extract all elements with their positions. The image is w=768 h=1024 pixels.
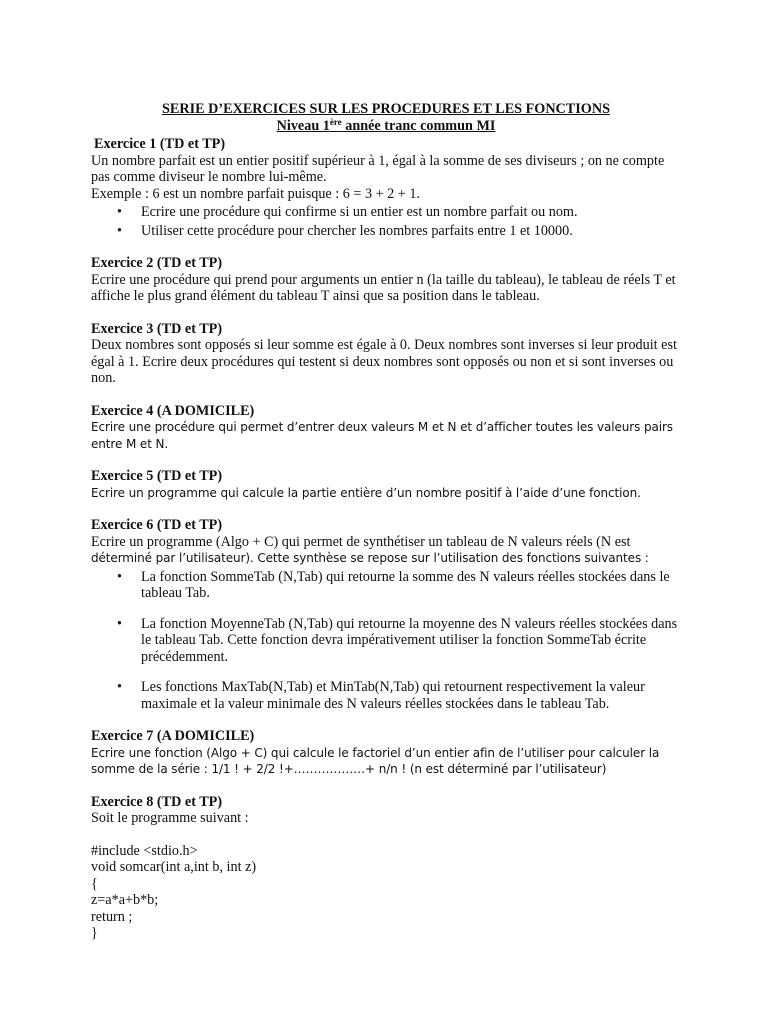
exercise-6-heading: Exercice 6 (TD et TP) [91, 517, 223, 533]
document-title: SERIE D’EXERCICES SUR LES PROCEDURES ET LES FONCTIONS [162, 101, 610, 117]
exercise-6 [91, 517, 681, 712]
code-line: } [91, 925, 98, 941]
exercise-6-text-a: Ecrire un programme (Algo + C) qui permet de synthétiser un tableau de N valeurs réels (N est [91, 533, 631, 550]
code-block [91, 843, 681, 942]
list-item [91, 204, 681, 221]
exercise-3-text: Deux nombres sont opposés si leur somme est égale à 0. Deux nombres sont inverses si leur produit est égal à 1. Ecrire deux procédures qui testent si deux nombres sont opposés ou non et si sont inverses ou non. [91, 337, 677, 386]
bullet-icon: • [117, 679, 122, 695]
exercise-1-heading: Exercice 1 (TD et TP) [94, 136, 226, 152]
code-line: #include <stdio.h> [91, 842, 198, 859]
exercise-1-example: Exemple : 6 est un nombre parfait puisque : 6 = 3 + 2 + 1. [91, 185, 420, 202]
code-line: void somcar(int a,int b, int z) [91, 859, 257, 875]
exercise-8-heading: Exercice 8 (TD et TP) [91, 793, 223, 810]
list-item-text: Ecrire une procédure qui confirme si un entier est un nombre parfait ou nom. [141, 204, 578, 220]
exercise-5-heading: Exercice 5 (TD et TP) [91, 468, 223, 484]
exercise-2 [91, 255, 681, 305]
exercise-2-text: Ecrire une procédure qui prend pour arguments un entier n (la taille du tableau), le tableau de réels T et affiche le plus grand élément du tableau T ainsi que sa position dans le tableau. [91, 271, 676, 304]
exercise-3-heading: Exercice 3 (TD et TP) [91, 320, 223, 337]
exercise-1-list [91, 204, 681, 239]
exercise-7-text-a: Ecrire une fonction (Algo + C) qui calcule le factoriel d’un entier afin de l’utiliser pour calculer la [91, 745, 660, 760]
list-item [91, 679, 681, 712]
list-item-text: La fonction MoyenneTab (N,Tab) qui retourne la moyenne des N valeurs réelles stockées dans le tableau Tab. Cette fonction devra impérativement utiliser la fonction SommeTab écrite précédemment. [141, 615, 678, 665]
list-item-text: La fonction SommeTab (N,Tab) qui retourne la somme des N valeurs réelles stockées dans le tableau Tab. [141, 568, 670, 601]
subtitle-part-b: année tranc commun MI [341, 117, 496, 134]
subtitle-part-a: Niveau 1 [276, 117, 330, 134]
bullet-icon: • [117, 222, 122, 239]
exercise-7 [91, 728, 681, 778]
bullet-icon: • [117, 615, 122, 632]
exercise-4-heading: Exercice 4 (A DOMICILE) [91, 402, 255, 419]
exercise-5 [91, 468, 681, 501]
exercise-1-text: Un nombre parfait est un entier positif supérieur à 1, égal à la somme de ses diviseurs ; on ne compte pas comme diviseur le nombre lui-même. [91, 152, 665, 185]
exercise-4 [91, 403, 681, 453]
exercise-5-text: Ecrire un programme qui calcule la partie entière d’un nombre positif à l’aide d’une fonction. [91, 485, 641, 500]
list-item [91, 223, 681, 240]
list-item [91, 616, 681, 666]
exercise-7-heading: Exercice 7 (A DOMICILE) [91, 728, 255, 744]
exercise-6-list [91, 569, 681, 713]
list-item-text: Utiliser cette procédure pour chercher les nombres parfaits entre 1 et 10000. [141, 222, 573, 239]
subtitle-superscript: ère [329, 116, 342, 127]
exercise-8-intro: Soit le programme suivant : [91, 810, 249, 826]
code-line: return ; [91, 908, 133, 925]
code-line: z=a*a+b*b; [91, 892, 159, 908]
exercise-6-text-b: déterminé par l’utilisateur). Cette synthèse se repose sur l’utilisation des fonctions suivantes : [91, 551, 649, 565]
exercise-3 [91, 321, 681, 387]
document-page [91, 101, 681, 942]
exercise-4-text: Ecrire une procédure qui permet d’entrer deux valeurs M et N et d’afficher toutes les valeurs pairs entre M et N. [91, 420, 673, 451]
code-line: { [91, 875, 98, 892]
exercise-7-text-b: somme de la série : 1/1 ! + 2/2 !+………………+ n/n ! (n est déterminé par l’utilisateur) [91, 762, 607, 776]
bullet-icon: • [117, 568, 122, 585]
exercise-1 [91, 136, 681, 239]
list-item-text: Les fonctions MaxTab(N,Tab) et MinTab(N,Tab) qui retournent respectivement la valeur maximale et la valeur minimale des N valeurs réelles stockées dans le tableau Tab. [141, 679, 645, 712]
document-subtitle [91, 118, 681, 135]
bullet-icon: • [117, 204, 122, 220]
exercise-2-heading: Exercice 2 (TD et TP) [91, 255, 223, 271]
list-item [91, 569, 681, 602]
exercise-8 [91, 794, 681, 942]
